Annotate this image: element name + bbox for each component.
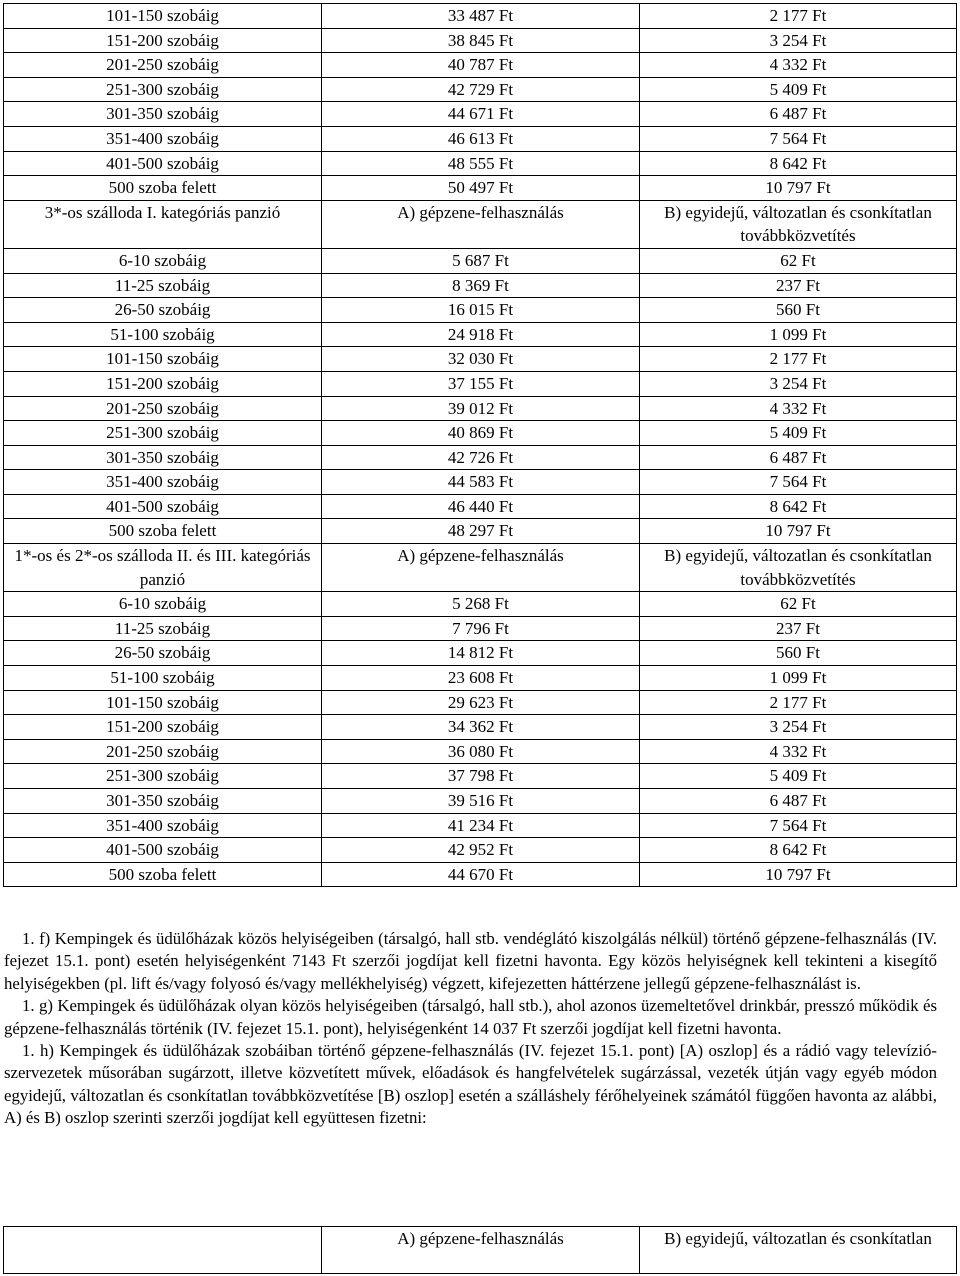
fee-b-cell: 8 642 Ft — [640, 151, 957, 176]
table-header-row — [4, 200, 957, 248]
table-row — [4, 77, 957, 102]
room-range-cell: 201-250 szobáig — [4, 739, 322, 764]
fee-b-cell: 3 254 Ft — [640, 371, 957, 396]
table-row — [4, 347, 957, 372]
header-col-a: A) gépzene-felhasználás — [322, 200, 640, 248]
room-range-cell: 251-300 szobáig — [4, 421, 322, 446]
room-range-cell: 51-100 szobáig — [4, 666, 322, 691]
room-range-cell: 26-50 szobáig — [4, 298, 322, 323]
room-range-cell: 201-250 szobáig — [4, 396, 322, 421]
fee-b-cell: 2 177 Ft — [640, 690, 957, 715]
room-range-cell: 401-500 szobáig — [4, 151, 322, 176]
tariff-paragraphs — [4, 928, 937, 1130]
header-category-cell — [4, 1227, 322, 1274]
fee-b-cell: 6 487 Ft — [640, 789, 957, 814]
fee-b-cell: 8 642 Ft — [640, 838, 957, 863]
table-row — [4, 616, 957, 641]
table-row — [4, 862, 957, 887]
fee-b-cell: 1 099 Ft — [640, 322, 957, 347]
fee-a-cell: 5 268 Ft — [322, 592, 640, 617]
table-row — [4, 396, 957, 421]
paragraph-1f: 1. f) Kempingek és üdülőházak közös helyiségeiben (társalgó, hall stb. vendéglátó kiszolgálás nélkül) történő gépzene-felhasználás (IV. fejezet 15.1. pont) esetén helyiségenként 7143 Ft szerzői jogdíjat kell fizetni havonta. Egy közös helyiségnek kell tekinteni a kisegítő helyiségekben (pl. lift és/vagy folyosó és/vagy mellékhelyiség) végzett, kifejezetten háttérzene jellegű gépzene-felhasználást is. — [4, 929, 937, 993]
fee-a-cell: 46 440 Ft — [322, 494, 640, 519]
paragraph-1g: 1. g) Kempingek és üdülőházak olyan közös helyiségeiben (társalgó, hall stb.), ahol azonos üzemeltetővel drinkbár, presszó működik és gépzene-felhasználás történik (IV. fejezet 15.1. pont), helyiségenként 14 037 Ft szerzői jogdíjat kell fizetni havonta. — [4, 996, 937, 1038]
fee-a-cell: 44 583 Ft — [322, 470, 640, 495]
room-range-cell: 6-10 szobáig — [4, 592, 322, 617]
table-row — [4, 641, 957, 666]
room-range-cell: 351-400 szobáig — [4, 813, 322, 838]
camping-tariff-table — [3, 1226, 957, 1274]
fee-a-cell: 44 671 Ft — [322, 102, 640, 127]
fee-a-cell: 8 369 Ft — [322, 273, 640, 298]
fee-b-cell: 10 797 Ft — [640, 862, 957, 887]
fee-a-cell: 40 787 Ft — [322, 53, 640, 78]
fee-b-cell: 10 797 Ft — [640, 176, 957, 201]
header-col-a: A) gépzene-felhasználás — [322, 544, 640, 592]
room-range-cell: 101-150 szobáig — [4, 4, 322, 29]
room-range-cell: 301-350 szobáig — [4, 445, 322, 470]
fee-a-cell: 39 012 Ft — [322, 396, 640, 421]
fee-b-cell: 3 254 Ft — [640, 715, 957, 740]
room-range-cell: 500 szoba felett — [4, 176, 322, 201]
fee-a-cell: 32 030 Ft — [322, 347, 640, 372]
fee-b-cell: 6 487 Ft — [640, 102, 957, 127]
header-col-b: B) egyidejű, változatlan és csonkítatlan továbbközvetítés — [640, 200, 957, 248]
room-range-cell: 11-25 szobáig — [4, 616, 322, 641]
fee-b-cell: 5 409 Ft — [640, 764, 957, 789]
table-header-row — [4, 544, 957, 592]
table-row — [4, 28, 957, 53]
fee-a-cell: 38 845 Ft — [322, 28, 640, 53]
fee-b-cell: 4 332 Ft — [640, 53, 957, 78]
fee-a-cell: 42 729 Ft — [322, 77, 640, 102]
table-row — [4, 53, 957, 78]
fee-b-cell: 4 332 Ft — [640, 396, 957, 421]
room-range-cell: 151-200 szobáig — [4, 28, 322, 53]
room-range-cell: 500 szoba felett — [4, 862, 322, 887]
room-range-cell: 301-350 szobáig — [4, 789, 322, 814]
header-category-cell: 3*-os szálloda I. kategóriás panzió — [4, 200, 322, 248]
fee-a-cell: 29 623 Ft — [322, 690, 640, 715]
fee-a-cell: 16 015 Ft — [322, 298, 640, 323]
fee-a-cell: 5 687 Ft — [322, 248, 640, 273]
table-row — [4, 322, 957, 347]
fee-a-cell: 42 726 Ft — [322, 445, 640, 470]
room-range-cell: 401-500 szobáig — [4, 838, 322, 863]
fee-a-cell: 34 362 Ft — [322, 715, 640, 740]
table-row — [4, 789, 957, 814]
fee-a-cell: 41 234 Ft — [322, 813, 640, 838]
fee-b-cell: 560 Ft — [640, 298, 957, 323]
table-row — [4, 298, 957, 323]
fee-b-cell: 5 409 Ft — [640, 77, 957, 102]
table-row — [4, 248, 957, 273]
room-range-cell: 101-150 szobáig — [4, 347, 322, 372]
fee-a-cell: 50 497 Ft — [322, 176, 640, 201]
table-row — [4, 739, 957, 764]
table-row — [4, 838, 957, 863]
table-header-row — [4, 1227, 957, 1274]
fee-b-cell: 7 564 Ft — [640, 126, 957, 151]
room-range-cell: 301-350 szobáig — [4, 102, 322, 127]
fee-a-cell: 24 918 Ft — [322, 322, 640, 347]
fee-b-cell: 10 797 Ft — [640, 519, 957, 544]
table-row — [4, 592, 957, 617]
fee-b-cell: 237 Ft — [640, 616, 957, 641]
fee-b-cell: 2 177 Ft — [640, 4, 957, 29]
header-category-cell: 1*-os és 2*-os szálloda II. és III. kategóriás panzió — [4, 544, 322, 592]
fee-b-cell: 560 Ft — [640, 641, 957, 666]
fee-b-cell: 3 254 Ft — [640, 28, 957, 53]
fee-b-cell: 6 487 Ft — [640, 445, 957, 470]
table-row — [4, 151, 957, 176]
fee-b-cell: 237 Ft — [640, 273, 957, 298]
table-row — [4, 690, 957, 715]
table-row — [4, 176, 957, 201]
fee-a-cell: 40 869 Ft — [322, 421, 640, 446]
room-range-cell: 251-300 szobáig — [4, 764, 322, 789]
fee-a-cell: 37 798 Ft — [322, 764, 640, 789]
table-row — [4, 273, 957, 298]
room-range-cell: 201-250 szobáig — [4, 53, 322, 78]
table-row — [4, 445, 957, 470]
fee-b-cell: 62 Ft — [640, 248, 957, 273]
table-row — [4, 126, 957, 151]
table-row — [4, 666, 957, 691]
table-row — [4, 102, 957, 127]
table-row — [4, 4, 957, 29]
table-row — [4, 813, 957, 838]
table-row — [4, 764, 957, 789]
fee-a-cell: 14 812 Ft — [322, 641, 640, 666]
fee-a-cell: 33 487 Ft — [322, 4, 640, 29]
fee-b-cell: 7 564 Ft — [640, 470, 957, 495]
fee-a-cell: 37 155 Ft — [322, 371, 640, 396]
fee-b-cell: 62 Ft — [640, 592, 957, 617]
table-row — [4, 519, 957, 544]
table-row — [4, 421, 957, 446]
room-range-cell: 500 szoba felett — [4, 519, 322, 544]
fee-a-cell: 7 796 Ft — [322, 616, 640, 641]
room-range-cell: 101-150 szobáig — [4, 690, 322, 715]
room-range-cell: 151-200 szobáig — [4, 715, 322, 740]
fee-a-cell: 48 555 Ft — [322, 151, 640, 176]
room-range-cell: 151-200 szobáig — [4, 371, 322, 396]
table-row — [4, 715, 957, 740]
header-col-b: B) egyidejű, változatlan és csonkítatlan — [640, 1227, 957, 1274]
room-range-cell: 401-500 szobáig — [4, 494, 322, 519]
fee-b-cell: 5 409 Ft — [640, 421, 957, 446]
room-range-cell: 351-400 szobáig — [4, 126, 322, 151]
room-range-cell: 6-10 szobáig — [4, 248, 322, 273]
fee-b-cell: 2 177 Ft — [640, 347, 957, 372]
room-range-cell: 51-100 szobáig — [4, 322, 322, 347]
table-row — [4, 494, 957, 519]
fee-a-cell: 48 297 Ft — [322, 519, 640, 544]
fee-b-cell: 8 642 Ft — [640, 494, 957, 519]
room-range-cell: 351-400 szobáig — [4, 470, 322, 495]
header-col-a: A) gépzene-felhasználás — [322, 1227, 640, 1274]
fee-b-cell: 4 332 Ft — [640, 739, 957, 764]
room-range-cell: 251-300 szobáig — [4, 77, 322, 102]
fee-a-cell: 23 608 Ft — [322, 666, 640, 691]
fee-a-cell: 36 080 Ft — [322, 739, 640, 764]
fee-a-cell: 44 670 Ft — [322, 862, 640, 887]
fee-a-cell: 39 516 Ft — [322, 789, 640, 814]
fee-a-cell: 42 952 Ft — [322, 838, 640, 863]
tariff-table — [3, 3, 957, 887]
fee-b-cell: 7 564 Ft — [640, 813, 957, 838]
header-col-b: B) egyidejű, változatlan és csonkítatlan továbbközvetítés — [640, 544, 957, 592]
room-range-cell: 26-50 szobáig — [4, 641, 322, 666]
table-row — [4, 371, 957, 396]
paragraph-1h: 1. h) Kempingek és üdülőházak szobáiban történő gépzene-felhasználás (IV. fejezet 15.1. pont) [A) oszlop] és a rádió vagy televízió-szervezetek műsorában sugárzott, illetve közvetített művek, előadások és hangfelvételek sugárzással, vezeték útján vagy egyéb módon egyidejű, változatlan és csonkítatlan továbbközvetítése [B) oszlop] esetén a szálláshely férőhelyeinek számától függően havonta az alábbi, A) és B) oszlop szerinti szerzői jogdíjat kell együttesen fizetni: — [4, 1041, 937, 1128]
room-range-cell: 11-25 szobáig — [4, 273, 322, 298]
fee-a-cell: 46 613 Ft — [322, 126, 640, 151]
table-row — [4, 470, 957, 495]
fee-b-cell: 1 099 Ft — [640, 666, 957, 691]
